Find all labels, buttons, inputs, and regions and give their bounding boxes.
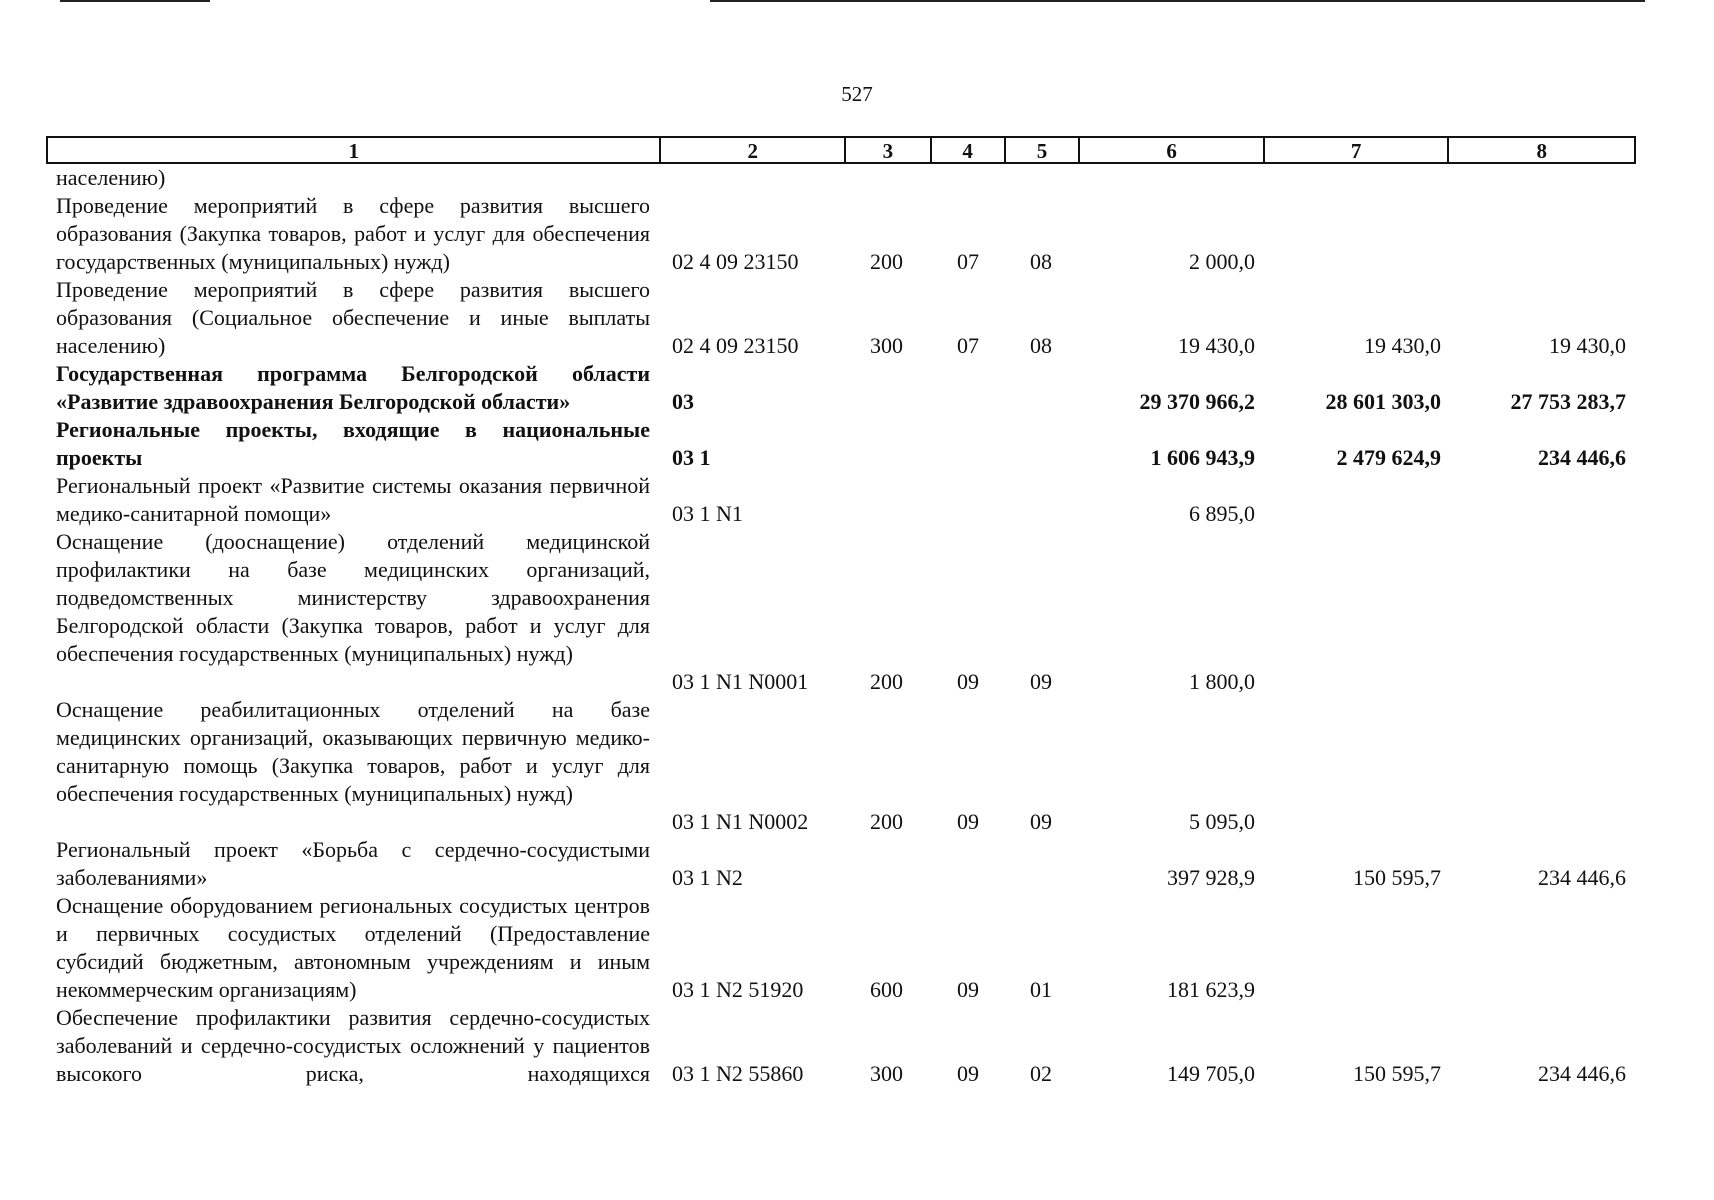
- row-amount-6: 149 705,0: [1167, 1061, 1255, 1086]
- table-row: [0, 192, 1714, 276]
- row-subsection: 08: [1030, 249, 1052, 274]
- row-code: 02 4 09 23150: [672, 333, 799, 358]
- row-description: населению): [56, 165, 166, 190]
- row-code: 03: [672, 389, 694, 414]
- row-code: 03 1 N2 51920: [672, 977, 804, 1002]
- column-header-row: [46, 136, 1636, 164]
- column-header-1: 1: [48, 138, 661, 162]
- row-section: 07: [957, 249, 979, 274]
- row-amount-7: 150 595,7: [1353, 1061, 1441, 1086]
- table-row: [0, 836, 1714, 892]
- row-section: 09: [957, 809, 979, 834]
- row-code: 02 4 09 23150: [672, 249, 799, 274]
- table-row: [0, 360, 1714, 416]
- row-expense-type: 200: [870, 809, 903, 834]
- row-description: Обеспечение профилактики развития сердечно-сосудистых заболеваний и сердечно-сосудистых осложнений у пациентов высокого риска, находящихся: [56, 1005, 650, 1086]
- table-row: [0, 276, 1714, 360]
- column-header-3: 3: [846, 138, 932, 162]
- row-amount-6: 2 000,0: [1189, 249, 1255, 274]
- row-subsection: 09: [1030, 809, 1052, 834]
- row-amount-8: 27 753 283,7: [1510, 389, 1626, 414]
- row-amount-6: 5 095,0: [1189, 809, 1255, 834]
- table-row: [0, 416, 1714, 472]
- row-amount-6: 19 430,0: [1178, 333, 1255, 358]
- row-subsection: 08: [1030, 333, 1052, 358]
- row-description: Проведение мероприятий в сфере развития высшего образования (Социальное обеспечение и иные выплаты населению): [56, 277, 650, 358]
- column-header-2: 2: [661, 138, 846, 162]
- row-amount-6: 397 928,9: [1167, 865, 1255, 890]
- row-expense-type: 200: [870, 669, 903, 694]
- row-section: 09: [957, 1061, 979, 1086]
- table-row: [0, 472, 1714, 528]
- row-code: 03 1 N1: [672, 501, 743, 526]
- column-header-4: 4: [932, 138, 1006, 162]
- row-amount-8: 234 446,6: [1538, 1061, 1626, 1086]
- row-amount-8: 234 446,6: [1538, 865, 1626, 890]
- table-row: [0, 1004, 1714, 1088]
- row-description: Региональный проект «Развитие системы оказания первичной медико-санитарной помощи»: [56, 473, 650, 526]
- row-section: 09: [957, 669, 979, 694]
- row-amount-8: 19 430,0: [1549, 333, 1626, 358]
- row-amount-7: 2 479 624,9: [1336, 445, 1441, 470]
- row-subsection: 01: [1030, 977, 1052, 1002]
- row-description: Государственная программа Белгородской области «Развитие здравоохранения Белгородской области»: [56, 361, 650, 414]
- row-subsection: 02: [1030, 1061, 1052, 1086]
- column-header-5: 5: [1006, 138, 1081, 162]
- row-code: 03 1 N1 N0001: [672, 669, 809, 694]
- row-subsection: 09: [1030, 669, 1052, 694]
- row-amount-7: 19 430,0: [1364, 333, 1441, 358]
- table-row: [0, 696, 1714, 836]
- row-amount-7: 28 601 303,0: [1325, 389, 1441, 414]
- row-amount-6: 6 895,0: [1189, 501, 1255, 526]
- table-row: [0, 528, 1714, 696]
- row-amount-6: 181 623,9: [1167, 977, 1255, 1002]
- row-description: Проведение мероприятий в сфере развития высшего образования (Закупка товаров, работ и услуг для обеспечения государственных (муниципальных) нужд): [56, 193, 650, 274]
- row-amount-6: 29 370 966,2: [1139, 389, 1255, 414]
- scan-top-line-left: [60, 0, 210, 2]
- row-code: 03 1 N1 N0002: [672, 809, 809, 834]
- row-code: 03 1 N2: [672, 865, 743, 890]
- row-expense-type: 600: [870, 977, 903, 1002]
- row-expense-type: 300: [870, 333, 903, 358]
- table-row: [0, 164, 1714, 192]
- row-expense-type: 200: [870, 249, 903, 274]
- row-code: 03 1 N2 55860: [672, 1061, 804, 1086]
- page-number: 527: [841, 82, 873, 106]
- row-description: Региональные проекты, входящие в национальные проекты: [56, 417, 650, 470]
- row-section: 07: [957, 333, 979, 358]
- column-header-6: 6: [1080, 138, 1265, 162]
- row-description: Оснащение реабилитационных отделений на базе медицинских организаций, оказывающих первичную медико-санитарную помощь (Закупка товаров, работ и услуг для обеспечения государственных (муниципальных) нужд): [56, 697, 650, 806]
- row-amount-6: 1 606 943,9: [1150, 445, 1255, 470]
- table-row: [0, 892, 1714, 1004]
- row-description: Оснащение (дооснащение) отделений медицинской профилактики на базе медицинских организаций, подведомственных министерству здравоохранения Белгородской области (Закупка товаров, работ и услуг для обеспечения государственных (муниципальных) нужд): [56, 529, 650, 666]
- row-amount-6: 1 800,0: [1189, 669, 1255, 694]
- column-header-8: 8: [1536, 139, 1547, 163]
- row-amount-8: 234 446,6: [1538, 445, 1626, 470]
- row-expense-type: 300: [870, 1061, 903, 1086]
- row-section: 09: [957, 977, 979, 1002]
- scan-top-line-right: [710, 0, 1645, 2]
- row-code: 03 1: [672, 445, 711, 470]
- row-description: Оснащение оборудованием региональных сосудистых центров и первичных сосудистых отделений (Предоставление субсидий бюджетным, автономным учреждениям и иным некоммерческим организациям): [56, 893, 650, 1002]
- row-amount-7: 150 595,7: [1353, 865, 1441, 890]
- column-header-7: 7: [1265, 138, 1450, 162]
- row-description: Региональный проект «Борьба с сердечно-сосудистыми заболеваниями»: [56, 837, 650, 890]
